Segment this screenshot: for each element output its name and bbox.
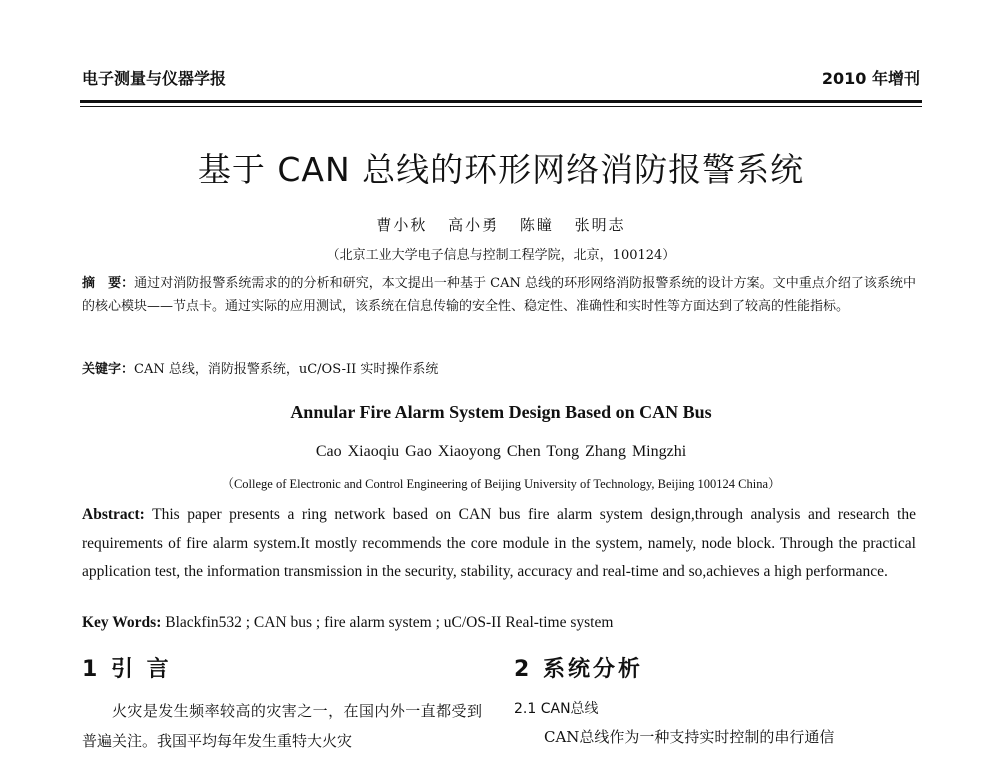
section-1-text: 火灾是发生频率较高的灾害之一，在国内外一直都受到普遍关注。我国平均每年发生重特大火灾 bbox=[82, 702, 482, 750]
issue-label: 2010 年增刊 bbox=[821, 69, 920, 88]
section-2-heading: 2 系统分析 bbox=[514, 657, 643, 682]
abstract-cn bbox=[82, 272, 916, 318]
section-2-1-heading: 2.1 CAN总线 bbox=[514, 701, 599, 717]
journal-name: 电子测量与仪器学报 bbox=[82, 69, 227, 88]
authors-en: Cao Xiaoqiu Gao Xiaoyong Chen Tong Zhang Mingzhi bbox=[315, 443, 687, 460]
abstract-en bbox=[82, 501, 916, 587]
column-left bbox=[82, 650, 482, 756]
paper-title-en: Annular Fire Alarm System Design Based on CAN Bus bbox=[290, 402, 712, 422]
abstract-en-text: This paper presents a ring network based on CAN bus fire alarm system design,through analysis and research the requirements of fire alarm system.It mostly recommends the core module in the system, namely, node block. Through the practical application test, the information transmission in the security, stability, accuracy and real-time and so,achieves a high performance. bbox=[82, 506, 916, 580]
keywords-cn bbox=[82, 358, 916, 377]
keywords-en-label: Key Words: bbox=[82, 614, 162, 631]
paper-title-cn: 基于 CAN 总线的环形网络消防报警系统 bbox=[197, 150, 805, 189]
keywords-cn-label: 关键字： bbox=[82, 362, 135, 377]
keywords-cn-text: CAN 总线，消防报警系统，uC/OS-II 实时操作系统 bbox=[134, 362, 439, 377]
keywords-en-text: Blackfin532 ; CAN bus ; fire alarm system ; uC/OS-II Real-time system bbox=[161, 614, 614, 631]
column-right bbox=[514, 650, 918, 752]
abstract-cn-text: 通过对消防报警系统需求的的分析和研究，本文提出一种基于 CAN 总线的环形网络消防报警系统的设计方案。文中重点介绍了该系统中的核心模块——节点卡。通过实际的应用测试，该系统在信息传输的安全性、稳定性、准确性和实时性等方面达到了较高的性能指标。 bbox=[82, 276, 916, 314]
affiliation-cn: （北京工业大学电子信息与控制工程学院，北京，100124） bbox=[326, 248, 676, 263]
affiliation-en: （College of Electronic and Control Engineering of Beijing University of Technology, Beijing 100124 China） bbox=[221, 477, 781, 491]
header-rule-thin bbox=[80, 106, 922, 107]
section-2-1-text: CAN总线作为一种支持实时控制的串行通信 bbox=[544, 728, 835, 746]
section-1-heading: 1 引 言 bbox=[82, 657, 172, 682]
keywords-en bbox=[82, 614, 916, 632]
abstract-en-label: Abstract: bbox=[82, 506, 145, 523]
header-rule-thick bbox=[80, 100, 922, 103]
running-header bbox=[82, 58, 920, 86]
abstract-cn-label: 摘 要： bbox=[82, 276, 135, 291]
authors-cn: 曹小秋 高小勇 陈瞳 张明志 bbox=[376, 216, 626, 234]
